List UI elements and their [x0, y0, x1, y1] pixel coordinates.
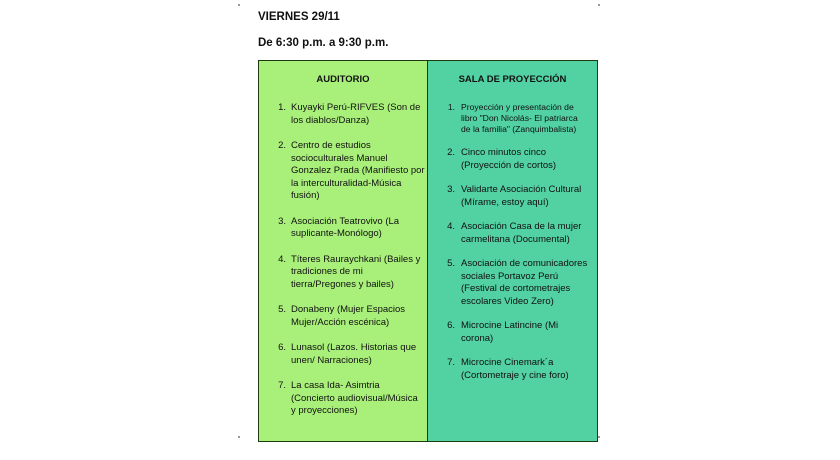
item-number: 3. [447, 184, 455, 195]
list-item [428, 102, 597, 135]
list-item [259, 140, 427, 203]
sala-proyeccion-list [428, 102, 597, 382]
auditorio-title: AUDITORIO [316, 74, 370, 85]
list-item [428, 320, 597, 345]
item-text: Validarte Asociación Cultural (Mírame, estoy aquí) [461, 184, 582, 208]
item-number: 4. [278, 253, 286, 265]
auditorio-column [259, 61, 428, 441]
list-item [428, 147, 597, 172]
list-item [259, 304, 427, 329]
item-text: Donabeny (Mujer Espacios Mujer/Acción escénica) [291, 304, 406, 328]
page-corner-mark [598, 4, 600, 6]
time-heading: De 6:30 p.m. a 9:30 p.m. [258, 37, 389, 49]
item-number: 2. [278, 140, 286, 151]
list-item [259, 254, 427, 292]
item-number: 5. [447, 258, 455, 269]
list-item [428, 258, 597, 308]
item-text: Asociación Casa de la mujer carmelitana (Documental) [461, 221, 582, 245]
sala-proyeccion-column [428, 61, 597, 441]
item-text: Lunasol (Lazos. Historias que unen/ Narraciones) [291, 342, 417, 366]
item-number: 1. [447, 102, 455, 112]
item-number: 7. [278, 380, 286, 391]
page-corner-mark [598, 436, 600, 438]
list-item [259, 102, 427, 127]
page-corner-mark [238, 436, 240, 438]
item-number: 6. [278, 342, 286, 353]
page-corner-mark [238, 4, 240, 6]
item-text: Asociación Teatrovivo (La suplicante-Monólogo) [291, 215, 400, 239]
item-text: La casa Ida- Asimtria (Concierto audiovisual/Música y proyecciones) [291, 380, 418, 416]
item-number: 4. [447, 221, 455, 232]
item-text: Kuyayki Perú-RIFVES (Son de los diablos/Danza) [291, 102, 421, 126]
list-item [259, 380, 427, 418]
list-item [428, 221, 597, 246]
item-number: 6. [447, 320, 455, 331]
list-item [428, 184, 597, 209]
day-heading: VIERNES 29/11 [258, 11, 340, 23]
auditorio-list [259, 102, 427, 418]
list-item [428, 357, 597, 382]
item-text: Proyección y presentación de libro "Don Nicolás- El patriarca de la familia" (Zanquimbalista) [461, 102, 578, 134]
list-item [259, 216, 427, 241]
schedule-table [258, 60, 598, 442]
item-text: Centro de estudios socioculturales Manuel Gonzalez Prada (Manifiesto por la interculturalidad-Música fusión) [291, 140, 425, 201]
list-item [259, 342, 427, 367]
item-text: Asociación de comunicadores sociales Portavoz Perú (Festival de cortometrajes escolares Video Zero) [461, 258, 588, 307]
item-number: 5. [278, 304, 286, 315]
item-text: Microcine Latincine (Mi corona) [461, 320, 559, 344]
item-number: 3. [278, 215, 286, 227]
item-text: Microcine Cinemark´a (Cortometraje y cine foro) [461, 357, 569, 381]
item-number: 1. [278, 102, 286, 113]
item-text: Cinco minutos cinco (Proyección de cortos) [461, 147, 557, 171]
item-number: 7. [447, 357, 455, 368]
item-number: 2. [447, 147, 455, 158]
sala-proyeccion-title: SALA DE PROYECCIÓN [458, 74, 567, 85]
item-text: Títeres Rauraychkani (Bailes y tradiciones de mi tierra/Pregones y bailes) [291, 253, 421, 290]
